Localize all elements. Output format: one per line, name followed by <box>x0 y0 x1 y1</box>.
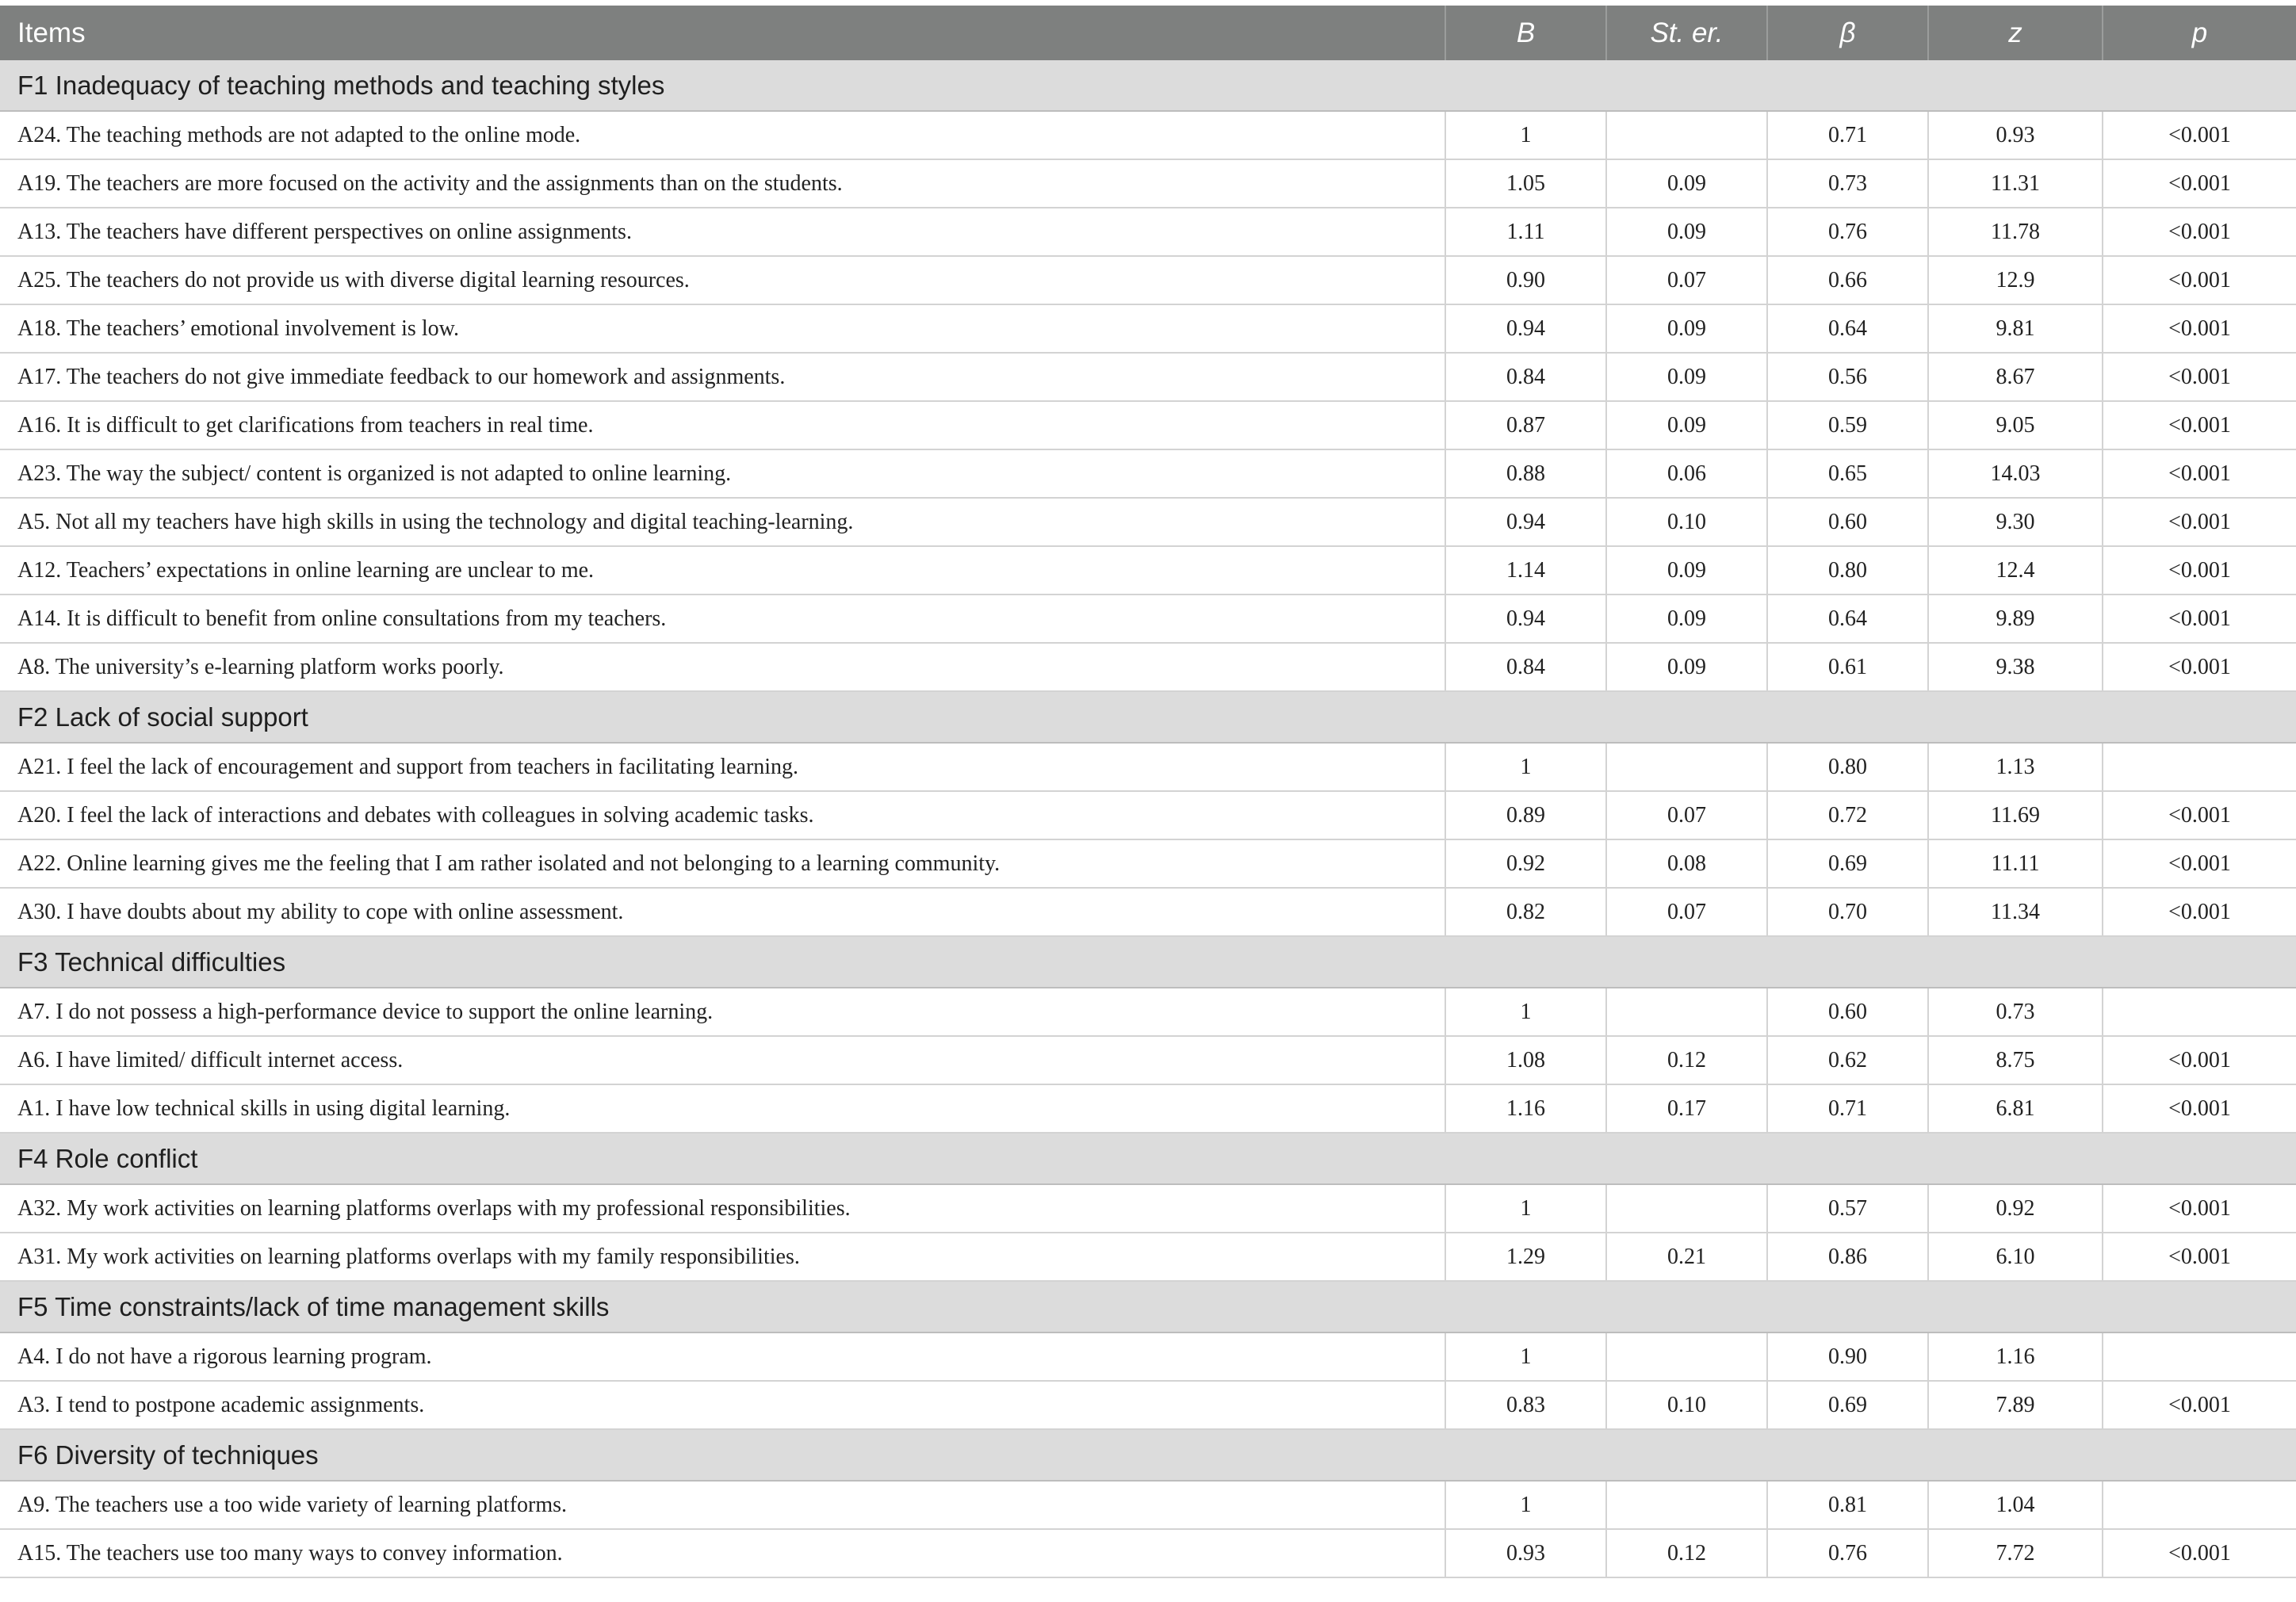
beta-value: 0.86 <box>1767 1233 1928 1281</box>
table-row <box>0 643 2296 691</box>
b-value: 0.93 <box>1445 1529 1606 1577</box>
item-text: A30. I have doubts about my ability to cope with online assessment. <box>0 888 1445 936</box>
item-text: A32. My work activities on learning platforms overlaps with my professional responsibilities. <box>0 1184 1445 1233</box>
st-er-value: 0.09 <box>1606 643 1767 691</box>
item-text: A25. The teachers do not provide us with diverse digital learning resources. <box>0 256 1445 304</box>
b-value: 1.16 <box>1445 1084 1606 1133</box>
b-value: 0.89 <box>1445 791 1606 839</box>
item-text: A23. The way the subject/ content is organized is not adapted to online learning. <box>0 449 1445 498</box>
p-value: <0.001 <box>2103 1529 2296 1577</box>
p-value <box>2103 1332 2296 1381</box>
p-value: <0.001 <box>2103 256 2296 304</box>
table-row <box>0 791 2296 839</box>
item-text: A8. The university’s e-learning platform works poorly. <box>0 643 1445 691</box>
beta-value: 0.72 <box>1767 791 1928 839</box>
item-text: A7. I do not possess a high-performance device to support the online learning. <box>0 988 1445 1036</box>
item-text: A22. Online learning gives me the feeling that I am rather isolated and not belonging to a learning community. <box>0 839 1445 888</box>
table-header <box>0 6 2296 60</box>
b-value: 0.92 <box>1445 839 1606 888</box>
b-value: 1.11 <box>1445 208 1606 256</box>
table-row <box>0 988 2296 1036</box>
factor-group-title: F1 Inadequacy of teaching methods and teaching styles <box>0 60 2296 111</box>
beta-value: 0.64 <box>1767 304 1928 353</box>
item-text: A9. The teachers use a too wide variety of learning platforms. <box>0 1481 1445 1529</box>
b-value: 0.83 <box>1445 1381 1606 1429</box>
factor-group-row <box>0 60 2296 111</box>
b-value: 1.29 <box>1445 1233 1606 1281</box>
st-er-value: 0.09 <box>1606 595 1767 643</box>
table-row <box>0 1481 2296 1529</box>
p-value: <0.001 <box>2103 1084 2296 1133</box>
header-b: B <box>1445 6 1606 60</box>
p-value: <0.001 <box>2103 1036 2296 1084</box>
beta-value: 0.64 <box>1767 595 1928 643</box>
st-er-value: 0.09 <box>1606 401 1767 449</box>
z-value: 1.13 <box>1928 743 2103 791</box>
item-text: A17. The teachers do not give immediate feedback to our homework and assignments. <box>0 353 1445 401</box>
p-value <box>2103 743 2296 791</box>
factor-group-row <box>0 1133 2296 1184</box>
item-text: A20. I feel the lack of interactions and debates with colleagues in solving academic tasks. <box>0 791 1445 839</box>
b-value: 0.87 <box>1445 401 1606 449</box>
header-row <box>0 6 2296 60</box>
st-er-value: 0.10 <box>1606 1381 1767 1429</box>
st-er-value: 0.09 <box>1606 353 1767 401</box>
b-value: 0.90 <box>1445 256 1606 304</box>
beta-value: 0.69 <box>1767 1381 1928 1429</box>
table-row <box>0 498 2296 546</box>
item-text: A13. The teachers have different perspectives on online assignments. <box>0 208 1445 256</box>
table-row <box>0 1529 2296 1577</box>
table-row <box>0 546 2296 595</box>
st-er-value: 0.09 <box>1606 159 1767 208</box>
st-er-value <box>1606 988 1767 1036</box>
p-value <box>2103 1481 2296 1529</box>
item-text: A5. Not all my teachers have high skills in using the technology and digital teaching-learning. <box>0 498 1445 546</box>
st-er-value: 0.09 <box>1606 546 1767 595</box>
p-value <box>2103 988 2296 1036</box>
z-value: 9.30 <box>1928 498 2103 546</box>
factor-group-row <box>0 1429 2296 1481</box>
header-items: Items <box>0 6 1445 60</box>
st-er-value: 0.10 <box>1606 498 1767 546</box>
factor-loadings-table <box>0 6 2296 1578</box>
factor-group-title: F2 Lack of social support <box>0 691 2296 743</box>
beta-value: 0.73 <box>1767 159 1928 208</box>
z-value: 14.03 <box>1928 449 2103 498</box>
beta-value: 0.62 <box>1767 1036 1928 1084</box>
b-value: 1 <box>1445 988 1606 1036</box>
z-value: 8.75 <box>1928 1036 2103 1084</box>
z-value: 7.72 <box>1928 1529 2103 1577</box>
table-row <box>0 159 2296 208</box>
table-row <box>0 401 2296 449</box>
p-value: <0.001 <box>2103 353 2296 401</box>
b-value: 1 <box>1445 743 1606 791</box>
p-value: <0.001 <box>2103 1381 2296 1429</box>
table-row <box>0 888 2296 936</box>
z-value: 11.31 <box>1928 159 2103 208</box>
z-value: 9.05 <box>1928 401 2103 449</box>
z-value: 1.04 <box>1928 1481 2103 1529</box>
item-text: A19. The teachers are more focused on the activity and the assignments than on the students. <box>0 159 1445 208</box>
st-er-value: 0.12 <box>1606 1529 1767 1577</box>
p-value: <0.001 <box>2103 791 2296 839</box>
factor-group-title: F3 Technical difficulties <box>0 936 2296 988</box>
z-value: 11.69 <box>1928 791 2103 839</box>
factor-group-row <box>0 691 2296 743</box>
header-p: p <box>2103 6 2296 60</box>
st-er-value: 0.21 <box>1606 1233 1767 1281</box>
beta-value: 0.66 <box>1767 256 1928 304</box>
p-value: <0.001 <box>2103 304 2296 353</box>
st-er-value <box>1606 1481 1767 1529</box>
z-value: 12.4 <box>1928 546 2103 595</box>
beta-value: 0.71 <box>1767 111 1928 159</box>
st-er-value <box>1606 1184 1767 1233</box>
beta-value: 0.80 <box>1767 546 1928 595</box>
b-value: 0.84 <box>1445 353 1606 401</box>
z-value: 0.73 <box>1928 988 2103 1036</box>
st-er-value: 0.12 <box>1606 1036 1767 1084</box>
p-value: <0.001 <box>2103 888 2296 936</box>
table-row <box>0 1233 2296 1281</box>
beta-value: 0.71 <box>1767 1084 1928 1133</box>
beta-value: 0.76 <box>1767 1529 1928 1577</box>
p-value: <0.001 <box>2103 449 2296 498</box>
table-row <box>0 1381 2296 1429</box>
z-value: 11.11 <box>1928 839 2103 888</box>
st-er-value: 0.09 <box>1606 304 1767 353</box>
table-row <box>0 1332 2296 1381</box>
b-value: 0.94 <box>1445 498 1606 546</box>
table-row <box>0 1184 2296 1233</box>
item-text: A1. I have low technical skills in using digital learning. <box>0 1084 1445 1133</box>
item-text: A4. I do not have a rigorous learning program. <box>0 1332 1445 1381</box>
p-value: <0.001 <box>2103 546 2296 595</box>
item-text: A15. The teachers use too many ways to convey information. <box>0 1529 1445 1577</box>
z-value: 0.93 <box>1928 111 2103 159</box>
table-row <box>0 256 2296 304</box>
p-value: <0.001 <box>2103 159 2296 208</box>
p-value: <0.001 <box>2103 498 2296 546</box>
z-value: 6.81 <box>1928 1084 2103 1133</box>
st-er-value: 0.17 <box>1606 1084 1767 1133</box>
b-value: 0.94 <box>1445 304 1606 353</box>
st-er-value: 0.09 <box>1606 208 1767 256</box>
factor-group-title: F6 Diversity of techniques <box>0 1429 2296 1481</box>
beta-value: 0.65 <box>1767 449 1928 498</box>
beta-value: 0.57 <box>1767 1184 1928 1233</box>
header-beta: β <box>1767 6 1928 60</box>
z-value: 6.10 <box>1928 1233 2103 1281</box>
p-value: <0.001 <box>2103 401 2296 449</box>
factor-group-row <box>0 936 2296 988</box>
p-value: <0.001 <box>2103 595 2296 643</box>
factor-group-title: F4 Role conflict <box>0 1133 2296 1184</box>
item-text: A12. Teachers’ expectations in online learning are unclear to me. <box>0 546 1445 595</box>
st-er-value: 0.07 <box>1606 791 1767 839</box>
beta-value: 0.60 <box>1767 988 1928 1036</box>
st-er-value <box>1606 743 1767 791</box>
z-value: 1.16 <box>1928 1332 2103 1381</box>
b-value: 1.14 <box>1445 546 1606 595</box>
b-value: 0.82 <box>1445 888 1606 936</box>
st-er-value <box>1606 1332 1767 1381</box>
beta-value: 0.60 <box>1767 498 1928 546</box>
beta-value: 0.81 <box>1767 1481 1928 1529</box>
item-text: A31. My work activities on learning platforms overlaps with my family responsibilities. <box>0 1233 1445 1281</box>
p-value: <0.001 <box>2103 1233 2296 1281</box>
b-value: 0.94 <box>1445 595 1606 643</box>
z-value: 11.78 <box>1928 208 2103 256</box>
header-st-er: St. er. <box>1606 6 1767 60</box>
beta-value: 0.61 <box>1767 643 1928 691</box>
table-row <box>0 1036 2296 1084</box>
table-body <box>0 60 2296 1577</box>
item-text: A18. The teachers’ emotional involvement is low. <box>0 304 1445 353</box>
item-text: A24. The teaching methods are not adapted to the online mode. <box>0 111 1445 159</box>
beta-value: 0.76 <box>1767 208 1928 256</box>
item-text: A3. I tend to postpone academic assignments. <box>0 1381 1445 1429</box>
table-row <box>0 304 2296 353</box>
b-value: 1 <box>1445 1184 1606 1233</box>
item-text: A6. I have limited/ difficult internet access. <box>0 1036 1445 1084</box>
factor-group-row <box>0 1281 2296 1332</box>
table-row <box>0 449 2296 498</box>
beta-value: 0.70 <box>1767 888 1928 936</box>
table-row <box>0 743 2296 791</box>
b-value: 1 <box>1445 111 1606 159</box>
item-text: A21. I feel the lack of encouragement and support from teachers in facilitating learning. <box>0 743 1445 791</box>
b-value: 1 <box>1445 1481 1606 1529</box>
z-value: 12.9 <box>1928 256 2103 304</box>
table-row <box>0 839 2296 888</box>
item-text: A16. It is difficult to get clarifications from teachers in real time. <box>0 401 1445 449</box>
table-row <box>0 208 2296 256</box>
beta-value: 0.56 <box>1767 353 1928 401</box>
z-value: 8.67 <box>1928 353 2103 401</box>
st-er-value: 0.07 <box>1606 888 1767 936</box>
header-z: z <box>1928 6 2103 60</box>
beta-value: 0.90 <box>1767 1332 1928 1381</box>
beta-value: 0.59 <box>1767 401 1928 449</box>
b-value: 1 <box>1445 1332 1606 1381</box>
factor-group-title: F5 Time constraints/lack of time management skills <box>0 1281 2296 1332</box>
item-text: A14. It is difficult to benefit from online consultations from my teachers. <box>0 595 1445 643</box>
st-er-value: 0.07 <box>1606 256 1767 304</box>
z-value: 9.81 <box>1928 304 2103 353</box>
table-row <box>0 1084 2296 1133</box>
st-er-value: 0.08 <box>1606 839 1767 888</box>
table-row <box>0 595 2296 643</box>
p-value: <0.001 <box>2103 111 2296 159</box>
table-row <box>0 111 2296 159</box>
b-value: 1.08 <box>1445 1036 1606 1084</box>
z-value: 9.89 <box>1928 595 2103 643</box>
p-value: <0.001 <box>2103 643 2296 691</box>
p-value: <0.001 <box>2103 208 2296 256</box>
st-er-value <box>1606 111 1767 159</box>
b-value: 0.88 <box>1445 449 1606 498</box>
b-value: 1.05 <box>1445 159 1606 208</box>
b-value: 0.84 <box>1445 643 1606 691</box>
table-row <box>0 353 2296 401</box>
z-value: 9.38 <box>1928 643 2103 691</box>
beta-value: 0.69 <box>1767 839 1928 888</box>
z-value: 7.89 <box>1928 1381 2103 1429</box>
z-value: 11.34 <box>1928 888 2103 936</box>
st-er-value: 0.06 <box>1606 449 1767 498</box>
p-value: <0.001 <box>2103 839 2296 888</box>
z-value: 0.92 <box>1928 1184 2103 1233</box>
beta-value: 0.80 <box>1767 743 1928 791</box>
p-value: <0.001 <box>2103 1184 2296 1233</box>
